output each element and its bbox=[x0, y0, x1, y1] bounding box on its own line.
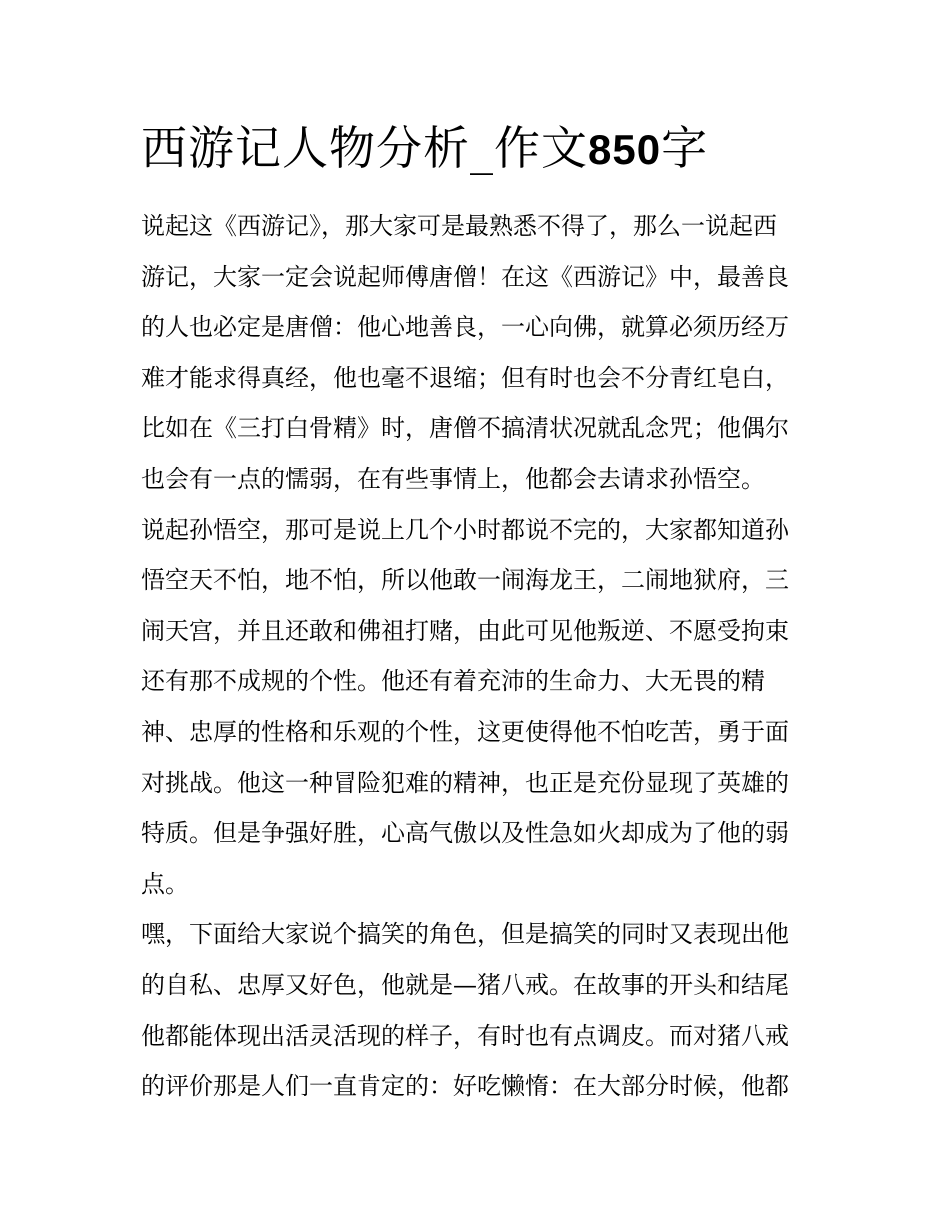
essay-body bbox=[141, 201, 813, 1112]
text-line: 的自私、忠厚又好色，他就是—猪八戒。在故事的开头和结尾 bbox=[141, 970, 789, 999]
text-line: 特质。但是争强好胜，心高气傲以及性急如火却成为了他的弱 bbox=[141, 819, 789, 848]
text-line: 他都能体现出活灵活现的样子，有时也有点调皮。而对猪八戒 bbox=[141, 1021, 789, 1050]
text-line: 说起孙悟空，那可是说上几个小时都说不完的，大家都知道孙 bbox=[141, 515, 789, 544]
text-line: 比如在《三打白骨精》时，唐僧不搞清状况就乱念咒；他偶尔 bbox=[141, 414, 789, 443]
text-line: 点。 bbox=[141, 869, 189, 898]
text-line: 悟空天不怕，地不怕，所以他敢一闹海龙王，二闹地狱府，三 bbox=[141, 566, 789, 595]
text-line: 的人也必定是唐僧：他心地善良，一心向佛，就算必须历经万 bbox=[141, 313, 789, 342]
title-number: 850 bbox=[588, 126, 662, 173]
text-line: 神、忠厚的性格和乐观的个性，这更使得他不怕吃苦，勇于面 bbox=[141, 717, 789, 746]
text-line: 游记，大家一定会说起师傅唐僧！在这《西游记》中，最善良 bbox=[141, 262, 789, 291]
text-line: 的评价那是人们一直肯定的：好吃懒惰：在大部分时候，他都 bbox=[141, 1072, 789, 1101]
text-line: 说起这《西游记》，那大家可是最熟悉不得了，那么一说起西 bbox=[141, 212, 777, 240]
text-line: 难才能求得真经，他也毫不退缩；但有时也会不分青红皂白， bbox=[141, 363, 789, 392]
title-suffix: 字 bbox=[661, 121, 709, 175]
page-title bbox=[141, 118, 841, 180]
text-line: 还有那不成规的个性。他还有着充沛的生命力、大无畏的精 bbox=[141, 667, 765, 696]
text-line: 也会有一点的懦弱，在有些事情上，他都会去请求孙悟空。 bbox=[141, 464, 765, 493]
title-main: 西游记人物分析_作文 bbox=[141, 121, 588, 175]
text-line: 嘿，下面给大家说个搞笑的角色，但是搞笑的同时又表现出他 bbox=[141, 920, 789, 949]
text-line: 对挑战。他这一种冒险犯难的精神，也正是充份显现了英雄的 bbox=[141, 768, 789, 797]
text-line: 闹天宫，并且还敢和佛祖打赌，由此可见他叛逆、不愿受拘束 bbox=[141, 616, 789, 645]
